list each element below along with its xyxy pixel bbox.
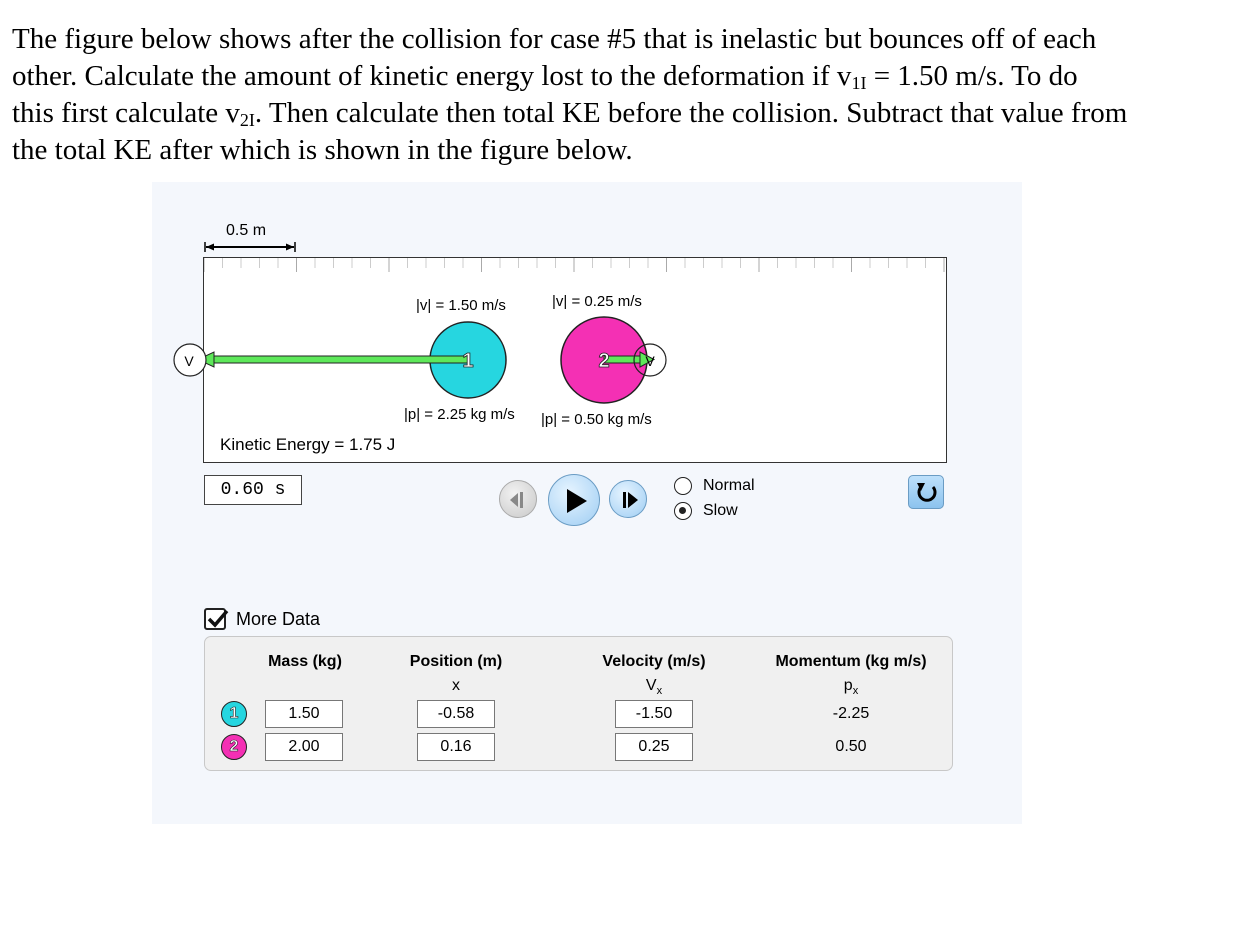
question-line-2: other. Calculate the amount of kinetic energy lost to the deformation if $v_{1I} = 1.50$ m/s. To do — [12, 60, 1078, 93]
more-data-label: More Data — [236, 608, 321, 629]
subheader-position: x — [452, 677, 460, 694]
svg-text:V: V — [645, 353, 655, 369]
data-table — [204, 636, 953, 771]
more-data-toggle[interactable] — [204, 608, 320, 630]
more-data-checkbox[interactable] — [204, 608, 226, 630]
momentum-value-1: -2.25 — [832, 705, 870, 722]
momentum-value-2: 0.50 — [835, 738, 867, 755]
question-line-4: the total KE after which is shown in the figure below. — [12, 134, 633, 166]
play-button[interactable] — [548, 474, 600, 526]
ball-1-label: 1 — [462, 350, 474, 372]
kinetic-energy-readout: Kinetic Energy = 1.75 J — [220, 435, 396, 454]
radio-slow[interactable] — [674, 502, 692, 520]
time-readout: 0.60 s — [204, 475, 302, 505]
scale-bar — [204, 241, 296, 253]
ball-1-velocity-readout: |v| = 1.50 m/s — [416, 297, 506, 314]
question-text — [12, 21, 1244, 169]
speed-option-slow[interactable] — [674, 502, 738, 520]
position-input-1[interactable]: -0.58 — [417, 700, 495, 728]
subheader-velocity: $V_x$ — [645, 677, 663, 698]
subheader-momentum: $p_x$ — [843, 677, 859, 698]
speed-option-normal[interactable] — [674, 477, 755, 495]
step-forward-button[interactable] — [609, 480, 647, 518]
header-position: Position (m) — [409, 653, 503, 670]
question-line-1: The figure below shows after the collision for case #5 that is inelastic but bounces off of each — [12, 23, 1097, 55]
play-icon — [549, 475, 601, 527]
speed-normal-label: Normal — [703, 477, 755, 494]
play-area-canvas — [204, 258, 946, 462]
step-forward-icon — [610, 481, 648, 519]
checkmark-icon — [205, 605, 231, 631]
header-momentum: Momentum (kg m/s) — [775, 653, 927, 670]
velocity-arrow-ball-1 — [204, 352, 468, 367]
mass-input-1[interactable]: 1.50 — [265, 700, 343, 728]
radio-normal[interactable] — [674, 477, 692, 495]
row-1-badge: 1 — [221, 701, 247, 727]
svg-text:V: V — [184, 353, 194, 369]
play-area — [203, 257, 947, 463]
speed-slow-label: Slow — [703, 502, 738, 519]
question-line-3: this first calculate $v_{2I}$. Then calculate then total KE before the collision. Subtract that value from — [12, 97, 1128, 130]
collision-simulation — [152, 182, 1022, 824]
velocity-input-2[interactable]: 0.25 — [615, 733, 693, 761]
row-2-badge: 2 — [221, 734, 247, 760]
header-mass: Mass (kg) — [268, 653, 342, 670]
ball-2-velocity-handle[interactable] — [632, 342, 668, 378]
ball-1-momentum-readout: |p| = 2.25 kg m/s — [404, 406, 515, 423]
position-input-2[interactable]: 0.16 — [417, 733, 495, 761]
mass-input-2[interactable]: 2.00 — [265, 733, 343, 761]
velocity-input-1[interactable]: -1.50 — [615, 700, 693, 728]
reset-icon — [909, 476, 945, 510]
ball-2-label: 2 — [598, 350, 610, 372]
ball-2-momentum-readout: |p| = 0.50 kg m/s — [541, 411, 652, 428]
header-velocity: Velocity (m/s) — [602, 653, 706, 670]
ball-1-velocity-handle[interactable] — [172, 342, 208, 378]
step-back-icon — [500, 481, 538, 519]
step-back-button[interactable] — [499, 480, 537, 518]
ruler-ticks — [204, 258, 944, 272]
reset-button[interactable] — [908, 475, 944, 509]
ball-2-velocity-readout: |v| = 0.25 m/s — [552, 293, 642, 310]
scale-label: 0.5 m — [226, 222, 267, 239]
